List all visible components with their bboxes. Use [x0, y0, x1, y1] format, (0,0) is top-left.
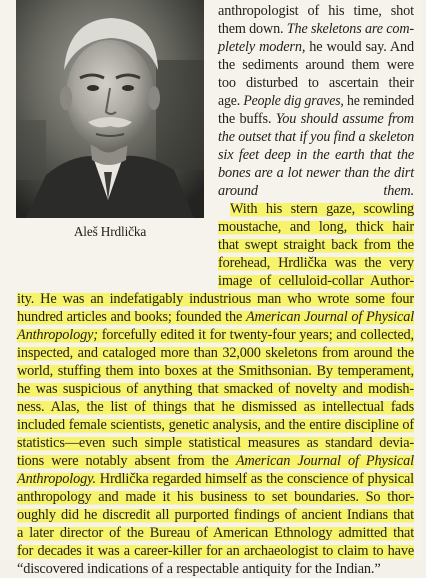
text-line [17, 506, 414, 524]
text-line [218, 110, 414, 128]
text-line [17, 362, 414, 380]
text-segment: he was suspicious of anything that smacked of novelty and modish- [17, 381, 414, 397]
text-segment: he reminded [343, 93, 415, 109]
text-segment: them down. [218, 21, 287, 37]
text-segment: anthropology and made it his business to set boundaries. So thor- [17, 489, 415, 505]
text-segment: American Journal of Physical [235, 453, 414, 469]
text-line [17, 380, 414, 398]
text-line [218, 146, 414, 164]
text-segment: The skeletons are com- [286, 21, 415, 37]
text-segment: around them. [218, 183, 414, 199]
text-segment: age. [218, 93, 244, 109]
text-line [218, 128, 415, 146]
text-segment: With his stern gaze, scowling [230, 201, 414, 217]
text-line [218, 92, 415, 110]
text-segment: pletely modern, [218, 39, 306, 55]
text-line [17, 416, 414, 434]
text-line [17, 542, 414, 560]
text-line [218, 164, 414, 182]
text-segment: for decades it was a career-killer for an archaeologist to claim to have [17, 543, 415, 559]
text-segment: hundred articles and books; founded the [17, 309, 246, 325]
text-segment: six feet deep in the earth that the [218, 147, 415, 163]
text-segment: oughly did he discredit all purported findings of ancient Indians that [17, 507, 414, 523]
text-segment: statistics—even such simple statistical measures as standard devia- [17, 435, 415, 451]
text-segment: Hrdlička regarded himself as the conscience of physical [95, 471, 414, 487]
text-line [218, 2, 414, 20]
text-segment: tions were notably absent from the [17, 453, 236, 469]
portrait-photo [16, 0, 204, 218]
text-line [218, 200, 426, 218]
text-segment: the outset that if you find a skeleton [218, 129, 415, 145]
text-segment: the sediments around them were [218, 57, 414, 73]
text-line [218, 56, 414, 74]
text-line [218, 272, 414, 290]
text-line [17, 488, 414, 506]
photo-caption: Aleš Hrdlička [73, 224, 147, 239]
text-segment: ity. He was an indefatigably industrious man who wrote some four [17, 291, 415, 307]
text-line [17, 470, 414, 488]
text-segment: included female scientists, genetic analysis, and the entire discipline of [17, 417, 415, 433]
text-line [218, 38, 414, 56]
text-line [17, 524, 414, 542]
text-line [218, 74, 414, 92]
text-segment: he would say. And [305, 39, 415, 55]
text-segment: a later director of the Bureau of American Ethnology admitted that [17, 525, 415, 541]
text-segment: image of celluloid-collar Author- [218, 273, 414, 289]
text-segment: You should assume from [275, 111, 414, 127]
text-segment: too disturbed to ascertain their [218, 75, 414, 91]
text-segment: that swept straight back from the [218, 237, 414, 253]
text-line [17, 308, 414, 326]
text-segment: “discovered indications of a respectable antiquity for the Indian.” [17, 561, 381, 577]
text-line [17, 560, 414, 578]
text-line [17, 290, 414, 308]
text-segment: ness. Alas, the list of things that he dismissed as intellectual fads [17, 399, 415, 415]
text-line [218, 236, 414, 254]
text-line [17, 398, 414, 416]
text-line [218, 218, 414, 236]
text-line [17, 452, 414, 470]
text-segment: bones are a lot newer than the dirt [218, 165, 415, 181]
text-line [218, 254, 414, 272]
text-segment: forehead, Hrdlička was the very [218, 255, 414, 271]
text-line [17, 344, 414, 362]
text-segment: inspected, and cataloged more than 32,000 skeletons from around the [17, 345, 415, 361]
text-segment: anthropologist of his time, shot [218, 3, 414, 19]
text-segment: Anthropology. [17, 471, 96, 487]
text-segment: Anthropology; [17, 327, 98, 343]
text-segment: People dig graves, [243, 93, 344, 109]
text-line [218, 182, 414, 200]
text-segment: the buffs. [218, 111, 276, 127]
text-segment: forcefully edited it for twenty-four years; and collected, [97, 327, 414, 343]
text-line [218, 20, 415, 38]
text-segment: American Journal of Physical [245, 309, 415, 325]
text-segment: moustache, and long, thick hair [218, 219, 415, 235]
text-line [17, 434, 414, 452]
text-segment: world, stuffing them into boxes at the Smithsonian. By temperament, [17, 363, 414, 379]
text-line [17, 326, 414, 344]
